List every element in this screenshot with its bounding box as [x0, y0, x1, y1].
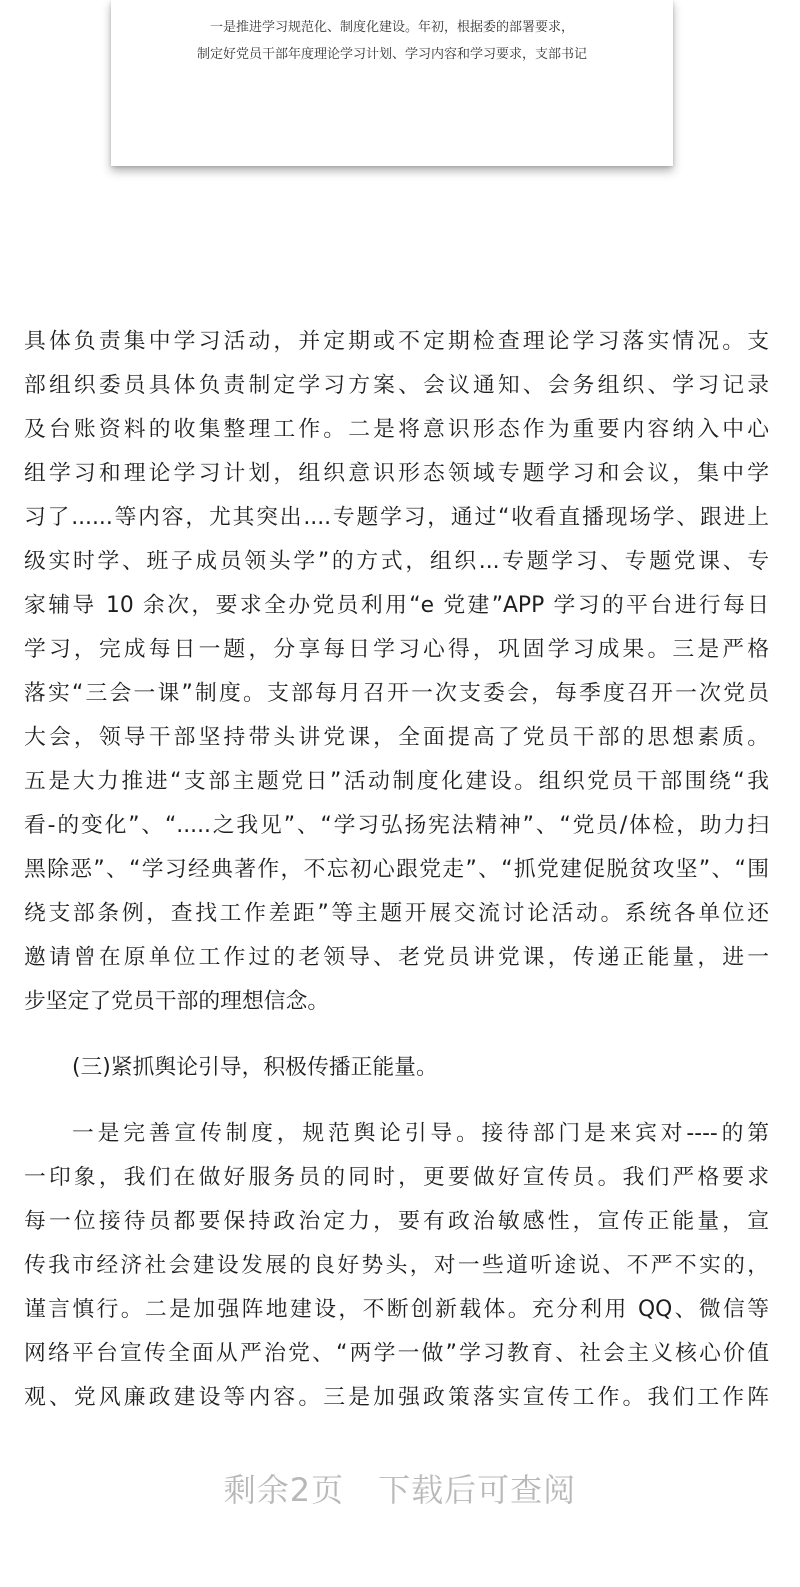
download-prompt[interactable]	[0, 1468, 800, 1512]
paragraph-line: 落实“三会一课”制度。支部每月召开一次支委会，每季度召开一次党员	[24, 681, 769, 706]
paragraph-line: 五是大力推进“支部主题党日”活动制度化建设。组织党员干部围绕“我	[24, 769, 769, 794]
paragraph-line: 一是完善宣传制度，规范舆论引导。接待部门是来宾对----的第	[72, 1121, 769, 1146]
preview-line-2: 制定好党员干部年度理论学习计划、学习内容和学习要求，支部书记	[196, 47, 587, 62]
paragraph-line: 黑除恶”、“学习经典著作，不忘初心跟党走”、“抓党建促脱贫攻坚”、“围	[24, 857, 769, 882]
paragraph-line: 观、党风廉政建设等内容。三是加强政策落实宣传工作。我们工作阵	[24, 1385, 769, 1410]
paragraph-line: 谨言慎行。二是加强阵地建设，不断创新载体。充分利用 QQ、微信等	[24, 1297, 769, 1322]
paragraph-line: 具体负责集中学习活动，并定期或不定期检查理论学习落实情况。支	[24, 329, 769, 354]
paragraph-line: 学习，完成每日一题，分享每日学习心得，巩固学习成果。三是严格	[24, 637, 769, 662]
paragraph-line: 每一位接待员都要保持政治定力，要有政治敏感性，宣传正能量，宣	[24, 1209, 769, 1234]
paragraph-line: 及台账资料的收集整理工作。二是将意识形态作为重要内容纳入中心	[24, 417, 769, 442]
paragraph-line: 大会，领导干部坚持带头讲党课，全面提高了党员干部的思想素质。	[24, 725, 769, 750]
paragraph-line: 组学习和理论学习计划，组织意识形态领域专题学习和会议，集中学	[24, 461, 769, 486]
paragraph-line: 一印象，我们在做好服务员的同时，更要做好宣传员。我们严格要求	[24, 1165, 769, 1190]
paragraph-line: 步坚定了党员干部的理想信念。	[24, 989, 330, 1014]
paragraph-line: 看-的变化”、“.....之我见”、“学习弘扬宪法精神”、“党员/体检，助力扫	[24, 813, 769, 838]
paragraph-line: 习了......等内容，尤其突出....专题学习，通过“收看直播现场学、跟进上	[24, 505, 769, 530]
preview-line-1: 一是推进学习规范化、制度化建设。年初，根据委的部署要求，	[209, 20, 574, 35]
paragraph-line: 家辅导 10 余次，要求全办党员利用“e 党建”APP 学习的平台进行每日	[24, 593, 769, 618]
document-preview-card	[111, 0, 673, 166]
section-heading: (三)紧抓舆论引导，积极传播正能量。	[72, 1055, 438, 1080]
remaining-pages-label: 剩余2页	[223, 1471, 345, 1509]
download-to-view-label: 下载后可查阅	[378, 1471, 577, 1509]
paragraph-line: 邀请曾在原单位工作过的老领导、老党员讲党课，传递正能量，进一	[24, 945, 769, 970]
paragraph-line: 部组织委员具体负责制定学习方案、会议通知、会务组织、学习记录	[24, 373, 769, 398]
paragraph-line: 绕支部条例，查找工作差距”等主题开展交流讨论活动。系统各单位还	[24, 901, 769, 926]
paragraph-line: 网络平台宣传全面从严治党、“两学一做”学习教育、社会主义核心价值	[24, 1341, 769, 1366]
paragraph-line: 传我市经济社会建设发展的良好势头，对一些道听途说、不严不实的，	[24, 1253, 769, 1278]
paragraph-line: 级实时学、班子成员领头学”的方式，组织...专题学习、专题党课、专	[24, 549, 769, 574]
